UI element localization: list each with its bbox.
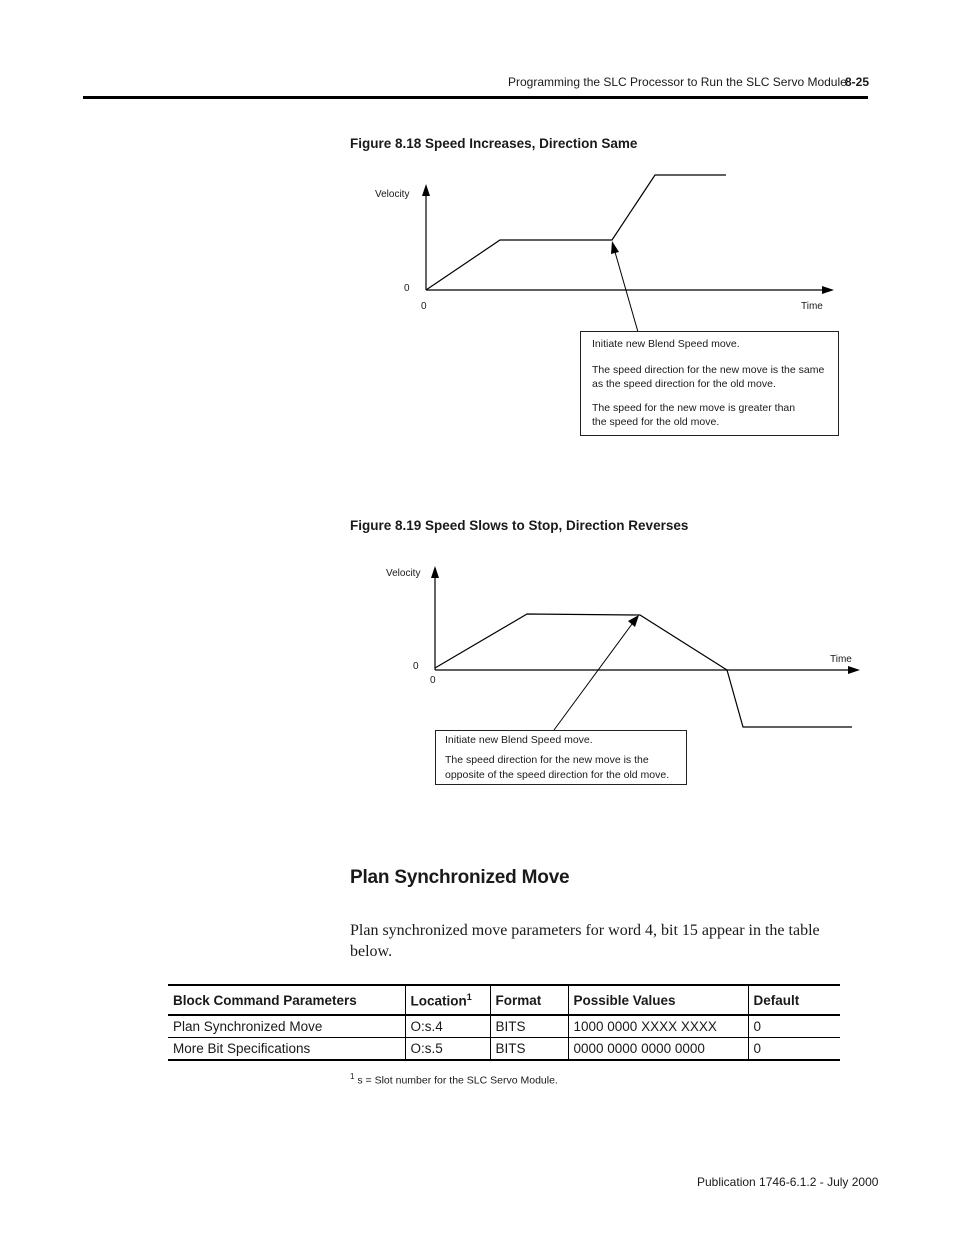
table-row bbox=[168, 1015, 840, 1038]
cell-location: O:s.5 bbox=[405, 1038, 490, 1061]
figure-19-y-zero: 0 bbox=[413, 661, 419, 672]
figure-19-y-label: Velocity bbox=[386, 568, 421, 579]
col-header-format: Format bbox=[490, 985, 568, 1015]
table-row bbox=[168, 1038, 840, 1061]
publication-footer: Publication 1746-6.1.2 - July 2000 bbox=[697, 1175, 879, 1189]
cell-param: Plan Synchronized Move bbox=[168, 1015, 405, 1038]
cell-values: 1000 0000 XXXX XXXX bbox=[568, 1015, 748, 1038]
table-header-row bbox=[168, 985, 840, 1015]
figure-19-callout bbox=[435, 730, 687, 785]
figure-18-callout bbox=[580, 331, 839, 436]
footnote-text: s = Slot number for the SLC Servo Module. bbox=[357, 1074, 558, 1087]
figure-18-y-zero: 0 bbox=[404, 283, 410, 294]
col-header-default: Default bbox=[748, 985, 840, 1015]
figure-19-callout-line-1: Initiate new Blend Speed move. bbox=[445, 734, 593, 746]
figure-19-x-arrow bbox=[848, 666, 860, 674]
figure-18-velocity-profile bbox=[426, 175, 726, 290]
figure-19-x-zero: 0 bbox=[430, 675, 436, 686]
cell-format: BITS bbox=[490, 1038, 568, 1061]
figure-18-graph bbox=[422, 175, 834, 332]
figure-18-title: Figure 8.18 Speed Increases, Direction Same bbox=[350, 136, 638, 151]
col-header-location-text: Location bbox=[410, 993, 467, 1009]
figure-18-callout-line-1: Initiate new Blend Speed move. bbox=[592, 338, 740, 350]
figure-19-callout-line-2: The speed direction for the new move is the opposite of the speed direction for the old move. bbox=[445, 754, 670, 781]
figure-18-callout-line-2: The speed direction for the new move is the same as the speed direction for the old move. bbox=[592, 364, 825, 390]
cell-default: 0 bbox=[748, 1038, 840, 1061]
location-footnote-marker: 1 bbox=[466, 992, 472, 1003]
parameters-table bbox=[168, 984, 840, 1061]
figure-18-x-label: Time bbox=[801, 301, 823, 312]
figure-19-leader-arrow bbox=[628, 615, 639, 627]
figure-19-graph bbox=[431, 566, 860, 730]
running-title: Programming the SLC Processor to Run the SLC Servo Module bbox=[508, 75, 847, 89]
col-header-values: Possible Values bbox=[568, 985, 748, 1015]
page-number: 8-25 bbox=[845, 75, 870, 89]
figure-19-y-arrow bbox=[431, 566, 439, 578]
figure-18-leader-arrow bbox=[611, 241, 619, 254]
figure-18-x-zero: 0 bbox=[421, 301, 427, 312]
figure-19-x-label: Time bbox=[830, 654, 852, 665]
col-header-location bbox=[405, 985, 490, 1015]
cell-values: 0000 0000 0000 0000 bbox=[568, 1038, 748, 1061]
figure-19-title: Figure 8.19 Speed Slows to Stop, Direction Reverses bbox=[350, 518, 689, 533]
cell-format: BITS bbox=[490, 1015, 568, 1038]
figure-19-leader-line bbox=[554, 624, 632, 730]
figure-18-y-label: Velocity bbox=[375, 189, 410, 200]
section-body: Plan synchronized move parameters for word 4, bit 15 appear in the table below. bbox=[350, 922, 820, 960]
figure-18-x-arrow bbox=[822, 286, 834, 294]
footnote bbox=[350, 1072, 558, 1087]
figure-18-leader-line bbox=[615, 252, 638, 332]
figure-18-y-arrow bbox=[422, 184, 430, 196]
cell-param: More Bit Specifications bbox=[168, 1038, 405, 1061]
col-header-param: Block Command Parameters bbox=[168, 985, 405, 1015]
footnote-marker: 1 bbox=[350, 1072, 355, 1081]
section-heading: Plan Synchronized Move bbox=[350, 867, 570, 888]
figure-18-callout-line-3: The speed for the new move is greater than the speed for the old move. bbox=[592, 402, 796, 428]
cell-location: O:s.4 bbox=[405, 1015, 490, 1038]
cell-default: 0 bbox=[748, 1015, 840, 1038]
